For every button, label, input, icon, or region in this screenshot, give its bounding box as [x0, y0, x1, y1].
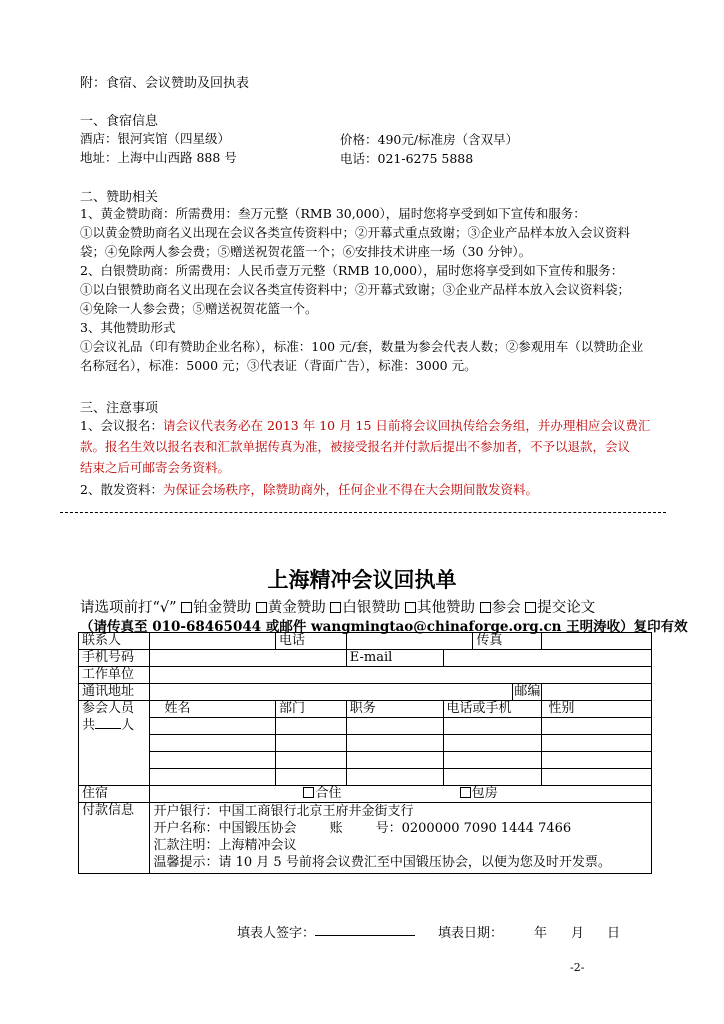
registration-line-2: 款。报名生效以报名表和汇款单据传真为准，被接受报名并付款后提出不参加者，不予以退款，会议 — [80, 439, 631, 454]
attendees-label: 参会人员 — [82, 701, 135, 716]
hotel-phone: 电话：021-6275 5888 — [340, 151, 474, 166]
other-sponsor-title: 3、其他赞助形式 — [80, 320, 176, 335]
checkbox-icon[interactable] — [460, 787, 471, 798]
other-sponsor-line-1: ①会议礼品（印有赞助企业名称），标准：100 元/套，数量为参会代表人数；②参观用车（以赞助企业 — [80, 339, 644, 354]
fax-field[interactable] — [542, 633, 652, 650]
day-label: 日 — [607, 926, 621, 941]
option-shared-room[interactable]: 合住 — [303, 786, 341, 801]
send-instructions: （请传真至 010-68465044 或邮件 wangmingtao@chinaforge.org.cn 王明涛收）复印有效 — [80, 619, 688, 635]
silver-sponsor-line-3: ④免除一人参会费；⑤赠送祝贺花篮一个。 — [80, 301, 318, 316]
attendee-count: 共 人 — [82, 718, 135, 733]
hotel-address: 地址：上海中山西路 888 号 — [80, 150, 237, 165]
checkbox-icon[interactable] — [256, 602, 267, 613]
appendix-heading: 附：食宿、会议赞助及回执表 — [80, 76, 250, 91]
select-prompt: 请选项前打“√” — [80, 600, 177, 616]
registration-text: 请会议代表务必在 2013 年 10 月 15 日前将会议回执传给会务组，并办理相应会议费汇 — [162, 418, 651, 433]
payment-info — [150, 803, 652, 874]
lodging-label: 住宿 — [79, 786, 150, 803]
attendee-row[interactable] — [79, 769, 652, 786]
postcode-field[interactable] — [542, 684, 652, 701]
hotel-name: 酒店：银河宾馆（四星级） — [80, 131, 231, 146]
section-notes-title: 三、注意事项 — [80, 401, 159, 416]
mobile-field[interactable] — [150, 650, 346, 667]
page-number: -2- — [570, 961, 585, 974]
lodging-options — [150, 786, 652, 803]
hotel-price: 价格：490元/标准房（含双早） — [340, 132, 519, 147]
year-label: 年 — [534, 926, 548, 941]
account-name-line: 开户名称：中国锻压协会 账 号：0200000 7090 1444 7466 — [153, 821, 572, 836]
checkbox-icon[interactable] — [525, 602, 536, 613]
filler-signature-field[interactable] — [315, 935, 415, 936]
registration-line-1 — [80, 417, 650, 434]
option-gold[interactable]: 黄金赞助 — [256, 600, 326, 616]
remit-note: 汇款注明：上海精冲会议 — [153, 838, 297, 853]
fax-label: 传真 — [473, 633, 542, 650]
phone-field[interactable] — [346, 633, 473, 650]
month-label: 月 — [571, 926, 585, 941]
section-sponsorship-title: 二、赞助相关 — [80, 190, 159, 205]
gold-sponsor-line-1: 1、黄金赞助商：所需费用：叁万元整（RMB 30,000），届时您将享受到如下宣传和服务： — [80, 206, 586, 221]
registration-line-3: 结束之后可邮寄会务资料。 — [80, 460, 231, 475]
contact-label: 联系人 — [79, 633, 150, 650]
form-title: 上海精冲会议回执单 — [267, 568, 457, 592]
postcode-label: 邮编 — [514, 684, 541, 699]
col-header-gender: 性别 — [542, 701, 652, 718]
company-field[interactable] — [150, 667, 652, 684]
silver-sponsor-line-2: ①以白银赞助商名义出现在会议各类宣传资料中；②开幕式致谢；③企业产品样本放入会议资料袋； — [80, 282, 631, 297]
company-label: 工作单位 — [79, 667, 150, 684]
attendees-label-cell — [79, 701, 150, 786]
silver-sponsor-line-1: 2、白银赞助商：所需费用：人民币壹万元整（RMB 10,000），届时您将享受到如下宣传和服务： — [80, 263, 624, 278]
email-label: E-mail — [346, 650, 443, 667]
checkbox-icon[interactable] — [181, 602, 192, 613]
distribution-label: 2、散发资料： — [80, 482, 163, 497]
payment-label: 付款信息 — [79, 803, 150, 874]
mobile-label: 手机号码 — [79, 650, 150, 667]
reminder-note: 温馨提示：请 10 月 5 号前将会议费汇至中国锻压协会，以便为您及时开发票。 — [153, 855, 611, 870]
col-header-dept: 部门 — [276, 701, 347, 718]
distribution-text: 为保证会场秩序，除赞助商外，任何企业不得在大会期间散发资料。 — [162, 482, 538, 497]
address-label: 通讯地址 — [79, 684, 150, 701]
checkbox-icon[interactable] — [405, 602, 416, 613]
receipt-form-table — [78, 632, 652, 874]
gold-sponsor-line-2: ①以黄金赞助商名义出现在会议各类宣传资料中；②开幕式重点致谢；③企业产品样本放入会议资料 — [80, 225, 631, 240]
attendee-row[interactable] — [79, 718, 652, 735]
checkbox-icon[interactable] — [330, 602, 341, 613]
address-field[interactable] — [150, 684, 513, 701]
cut-line — [60, 512, 666, 513]
fill-date-label: 填表日期： — [438, 926, 504, 941]
attendee-row[interactable] — [79, 735, 652, 752]
contact-field[interactable] — [150, 633, 276, 650]
option-silver[interactable]: 白银赞助 — [330, 600, 400, 616]
option-paper[interactable]: 提交论文 — [525, 600, 595, 616]
registration-label: 1、会议报名： — [80, 418, 163, 433]
email-field[interactable] — [443, 650, 652, 667]
option-platinum[interactable]: 铂金赞助 — [181, 600, 251, 616]
distribution-line — [80, 481, 538, 498]
checkbox-icon[interactable] — [480, 602, 491, 613]
checkbox-icon[interactable] — [303, 787, 314, 798]
other-sponsor-line-2: 名称冠名），标准：5000 元；③代表证（背面广告），标准：3000 元。 — [80, 358, 477, 373]
attendee-count-field[interactable] — [95, 716, 121, 729]
phone-label: 电话 — [276, 633, 347, 650]
option-single-room[interactable]: 包房 — [460, 786, 498, 801]
col-header-phone: 电话或手机 — [443, 701, 542, 718]
attendee-row[interactable] — [79, 752, 652, 769]
option-other[interactable]: 其他赞助 — [405, 600, 475, 616]
bank-name: 开户银行：中国工商银行北京王府井金街支行 — [153, 804, 414, 819]
col-header-position: 职务 — [346, 701, 443, 718]
option-attend[interactable]: 参会 — [480, 600, 521, 616]
section-lodging-title: 一、食宿信息 — [80, 114, 159, 129]
col-header-name: 姓名 — [150, 701, 276, 718]
option-selector — [80, 596, 595, 617]
filler-signature-label: 填表人签字： — [237, 926, 316, 941]
gold-sponsor-line-3: 袋；④免除两人参会费；⑤赠送祝贺花篮一个；⑥安排技术讲座一场（30 分钟）。 — [80, 244, 532, 259]
